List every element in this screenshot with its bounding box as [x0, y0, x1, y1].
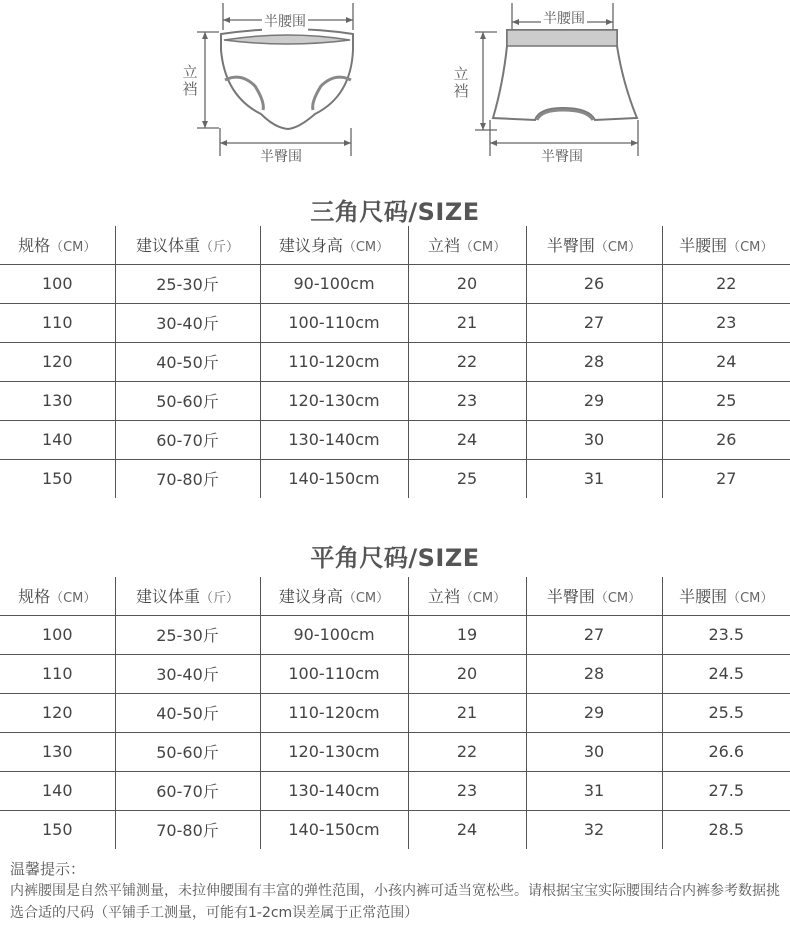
- table-cell: 26: [526, 264, 662, 303]
- table-cell: 120: [0, 342, 115, 381]
- table-cell: 28: [526, 654, 662, 693]
- table-cell: 27: [526, 615, 662, 654]
- header-cell: 半臀围（CM）: [526, 577, 662, 615]
- header-cell: 半臀围（CM）: [526, 226, 662, 264]
- table-cell: 120: [0, 693, 115, 732]
- table-cell: 29: [526, 381, 662, 420]
- brief-size-table: [0, 226, 790, 498]
- table-cell: 30-40斤: [115, 303, 260, 342]
- table-row: [0, 810, 790, 849]
- header-cell: 立裆（CM）: [408, 226, 526, 264]
- boxer-size-title: 平角尺码/SIZE: [310, 544, 480, 572]
- header-cell: 半腰围（CM）: [662, 577, 790, 615]
- table-cell: 150: [0, 810, 115, 849]
- table-row: [0, 264, 790, 303]
- table-cell: 140: [0, 771, 115, 810]
- table-row: [0, 459, 790, 498]
- tips-section: [10, 858, 785, 924]
- table-cell: 30-40斤: [115, 654, 260, 693]
- brief-size-title: 三角尺码/SIZE: [310, 198, 480, 226]
- table-cell: 24: [662, 342, 790, 381]
- header-cell: 立裆（CM）: [408, 577, 526, 615]
- table-cell: 25-30斤: [115, 615, 260, 654]
- table-cell: 27: [526, 303, 662, 342]
- table-cell: 25.5: [662, 693, 790, 732]
- table-cell: 30: [526, 732, 662, 771]
- table-cell: 30: [526, 420, 662, 459]
- header-cell: 规格（CM）: [18, 587, 97, 607]
- table-cell: 32: [526, 810, 662, 849]
- brief-diagram: [175, 0, 375, 170]
- table-cell: 50-60斤: [115, 381, 260, 420]
- table-cell: 70-80斤: [115, 810, 260, 849]
- boxer-diagram: [445, 0, 655, 170]
- table-cell: 50-60斤: [115, 732, 260, 771]
- table-cell: 21: [408, 693, 526, 732]
- header-cell: 建议身高（CM）: [260, 226, 408, 264]
- table-cell: 28.5: [662, 810, 790, 849]
- header-cell: 半腰围（CM）: [662, 226, 790, 264]
- table-row: [0, 420, 790, 459]
- table-cell: 90-100cm: [260, 615, 408, 654]
- table-row: [0, 381, 790, 420]
- table-cell: 25: [408, 459, 526, 498]
- boxer-rise-label: 立裆: [453, 65, 469, 100]
- table-row: [0, 693, 790, 732]
- table-row: [0, 303, 790, 342]
- table-row: [0, 732, 790, 771]
- table-cell: 31: [526, 771, 662, 810]
- brief-hip-label: 半臀围: [260, 149, 302, 165]
- table-cell: 25: [662, 381, 790, 420]
- table-cell: 24: [408, 420, 526, 459]
- table-cell: 24: [408, 810, 526, 849]
- boxer-hip-label: 半臀围: [541, 149, 583, 165]
- table-row: [0, 654, 790, 693]
- table-cell: 31: [526, 459, 662, 498]
- table-cell: 27: [662, 459, 790, 498]
- table-cell: 23: [408, 381, 526, 420]
- header-cell: 建议体重（斤）: [115, 577, 260, 615]
- table-cell: 140-150cm: [260, 810, 408, 849]
- tips-text: 内裤腰围是自然平铺测量，未拉伸腰围有丰富的弹性范围，小孩内裤可适当宽松些。请根据宝宝实际腰围结合内裤参考数据挑选合适的尺码（平铺手工测量，可能有1-2cm误差属于正常范围）: [10, 883, 780, 921]
- header-cell: 建议身高（CM）: [260, 577, 408, 615]
- tips-title: 温馨提示：: [10, 860, 86, 878]
- table-cell: 22: [662, 264, 790, 303]
- table-cell: 26.6: [662, 732, 790, 771]
- table-cell: 110: [0, 654, 115, 693]
- table-cell: 70-80斤: [115, 459, 260, 498]
- brief-waist-label: 半腰围: [262, 11, 308, 31]
- table-row: [0, 615, 790, 654]
- header-cell: 建议体重（斤）: [115, 226, 260, 264]
- table-cell: 150: [0, 459, 115, 498]
- table-cell: 60-70斤: [115, 771, 260, 810]
- table-cell: 130: [0, 732, 115, 771]
- table-cell: 90-100cm: [260, 264, 408, 303]
- table-cell: 19: [408, 615, 526, 654]
- table-cell: 140-150cm: [260, 459, 408, 498]
- table-cell: 100-110cm: [260, 654, 408, 693]
- table-cell: 140: [0, 420, 115, 459]
- table-cell: 29: [526, 693, 662, 732]
- table-cell: 40-50斤: [115, 693, 260, 732]
- boxer-waist-label: 半腰围: [541, 8, 587, 28]
- table-cell: 28: [526, 342, 662, 381]
- table-cell: 130-140cm: [260, 420, 408, 459]
- table-cell: 110-120cm: [260, 693, 408, 732]
- table-cell: 21: [408, 303, 526, 342]
- table-cell: 23: [662, 303, 790, 342]
- header-cell: 规格（CM）: [18, 236, 97, 256]
- table-header-row: [0, 577, 790, 615]
- table-cell: 22: [408, 342, 526, 381]
- table-cell: 23: [408, 771, 526, 810]
- table-header-row: [0, 226, 790, 264]
- table-row: [0, 342, 790, 381]
- table-cell: 130-140cm: [260, 771, 408, 810]
- table-cell: 27.5: [662, 771, 790, 810]
- table-cell: 120-130cm: [260, 381, 408, 420]
- table-cell: 26: [662, 420, 790, 459]
- table-cell: 110: [0, 303, 115, 342]
- table-cell: 22: [408, 732, 526, 771]
- table-cell: 24.5: [662, 654, 790, 693]
- table-cell: 100-110cm: [260, 303, 408, 342]
- table-cell: 20: [408, 654, 526, 693]
- table-cell: 100: [0, 264, 115, 303]
- table-cell: 100: [0, 615, 115, 654]
- table-cell: 20: [408, 264, 526, 303]
- table-cell: 130: [0, 381, 115, 420]
- table-cell: 110-120cm: [260, 342, 408, 381]
- table-cell: 120-130cm: [260, 732, 408, 771]
- brief-rise-label: 立裆: [182, 63, 198, 98]
- table-row: [0, 771, 790, 810]
- table-cell: 23.5: [662, 615, 790, 654]
- boxer-size-table: [0, 577, 790, 849]
- table-cell: 60-70斤: [115, 420, 260, 459]
- table-cell: 40-50斤: [115, 342, 260, 381]
- table-cell: 25-30斤: [115, 264, 260, 303]
